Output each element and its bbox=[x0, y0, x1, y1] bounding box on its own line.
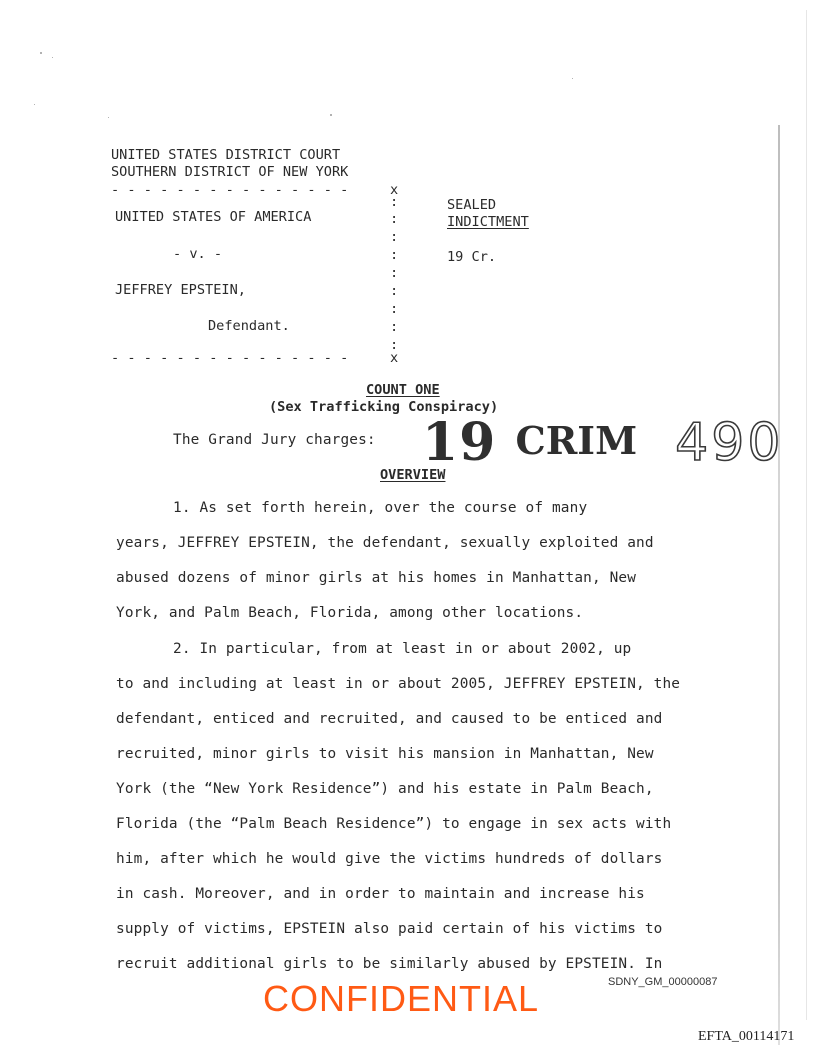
scan-speck bbox=[40, 52, 42, 54]
stamp-crim: CRIM bbox=[515, 418, 638, 463]
court-name-line-1: UNITED STATES DISTRICT COURT bbox=[111, 147, 341, 163]
scan-edge-line-outer bbox=[806, 10, 807, 1020]
paragraph-line: recruit additional girls to be similarly abused by EPSTEIN. In bbox=[116, 956, 663, 972]
paragraph-line: defendant, enticed and recruited, and caused to be enticed and bbox=[116, 711, 663, 727]
stamp-number: 490 bbox=[675, 413, 784, 473]
paragraph-line: abused dozens of minor girls at his homes in Manhattan, New bbox=[116, 570, 637, 586]
caption-colon: : bbox=[390, 211, 399, 227]
paragraph-line: 1. As set forth herein, over the course of many bbox=[173, 500, 588, 516]
caption-x-top: x bbox=[390, 182, 399, 198]
grand-jury-charges: The Grand Jury charges: bbox=[173, 432, 376, 448]
caption-colon: : bbox=[390, 194, 399, 210]
paragraph-line: recruited, minor girls to visit his mansion in Manhattan, New bbox=[116, 746, 654, 762]
paragraph-line: in cash. Moreover, and in order to maintain and increase his bbox=[116, 886, 645, 902]
paragraph-line: 2. In particular, from at least in or about 2002, up bbox=[173, 641, 632, 657]
case-number-prefix: 19 Cr. bbox=[447, 249, 497, 265]
confidential-watermark: CONFIDENTIAL bbox=[263, 978, 540, 1019]
stamp-year: 19 bbox=[422, 412, 497, 473]
court-name-line-2: SOUTHERN DISTRICT OF NEW YORK bbox=[111, 164, 349, 180]
document-type-sealed: SEALED bbox=[447, 197, 497, 213]
caption-colon: : bbox=[390, 337, 399, 353]
caption-dash-line-top: - - - - - - - - - - - - - - - bbox=[111, 182, 349, 198]
caption-colon: : bbox=[390, 283, 399, 299]
scan-speck bbox=[52, 57, 53, 58]
count-title: COUNT ONE bbox=[366, 382, 440, 398]
paragraph-line: to and including at least in or about 2005, JEFFREY EPSTEIN, the bbox=[116, 676, 681, 692]
count-subtitle: (Sex Trafficking Conspiracy) bbox=[269, 399, 499, 415]
plaintiff-name: UNITED STATES OF AMERICA bbox=[115, 209, 312, 225]
bates-number: SDNY_GM_00000087 bbox=[608, 976, 718, 988]
paragraph-line: York (the “New York Residence”) and his estate in Palm Beach, bbox=[116, 781, 654, 797]
caption-colon: : bbox=[390, 301, 399, 317]
scan-speck bbox=[572, 78, 573, 79]
caption-dash-line-bottom: - - - - - - - - - - - - - - - bbox=[111, 350, 349, 366]
scan-speck bbox=[330, 114, 332, 116]
scan-edge-line bbox=[778, 125, 780, 1045]
defendant-label: Defendant. bbox=[208, 318, 290, 334]
caption-colon: : bbox=[390, 265, 399, 281]
document-type-indictment: INDICTMENT bbox=[447, 214, 529, 230]
caption-colon: : bbox=[390, 247, 399, 263]
paragraph-line: years, JEFFREY EPSTEIN, the defendant, sexually exploited and bbox=[116, 535, 654, 551]
case-number-stamp bbox=[422, 412, 783, 473]
efta-number: EFTA_00114171 bbox=[698, 1029, 795, 1044]
section-heading-overview: OVERVIEW bbox=[380, 467, 446, 483]
caption-colon: : bbox=[390, 229, 399, 245]
paragraph-line: Florida (the “Palm Beach Residence”) to engage in sex acts with bbox=[116, 816, 672, 832]
paragraph-line: York, and Palm Beach, Florida, among other locations. bbox=[116, 605, 584, 621]
versus-label: - v. - bbox=[173, 246, 223, 262]
scan-speck bbox=[108, 117, 109, 118]
caption-x-bottom: x bbox=[390, 350, 399, 366]
paragraph-line: him, after which he would give the victims hundreds of dollars bbox=[116, 851, 663, 867]
caption-colon: : bbox=[390, 319, 399, 335]
defendant-name: JEFFREY EPSTEIN, bbox=[115, 282, 246, 298]
scan-speck bbox=[34, 104, 35, 105]
paragraph-line: supply of victims, EPSTEIN also paid certain of his victims to bbox=[116, 921, 663, 937]
